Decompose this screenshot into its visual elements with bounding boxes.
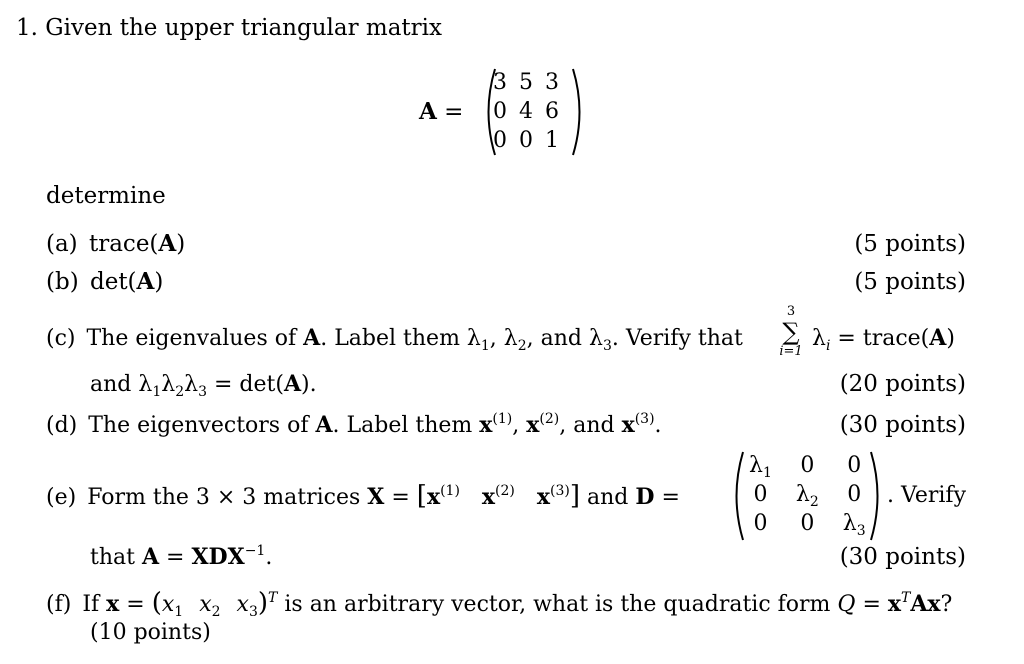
matrix-a-equals: = bbox=[444, 99, 464, 125]
part-e-text: and bbox=[580, 485, 636, 510]
lambda: λ bbox=[795, 482, 810, 507]
paren-right: ) bbox=[257, 588, 269, 618]
part-e-text: = bbox=[654, 485, 680, 510]
part-e-text: . bbox=[265, 545, 273, 570]
part-c-sub: 3 bbox=[198, 384, 207, 400]
part-d-text: The eigenvectors of bbox=[88, 413, 316, 438]
part-c-bold: A bbox=[303, 325, 321, 351]
part-c-text: = trace( bbox=[830, 326, 930, 351]
vector-sup: (1) bbox=[440, 483, 460, 499]
part-d-text: . bbox=[654, 413, 662, 438]
inverse-sup: −1 bbox=[244, 543, 266, 559]
part-f-text: = bbox=[119, 592, 152, 617]
part-e-line2 bbox=[90, 543, 272, 572]
part-d-text: , bbox=[512, 413, 527, 438]
vector-x: x bbox=[481, 484, 496, 510]
lambda: λ bbox=[842, 511, 857, 536]
vector-sup: (2) bbox=[495, 483, 515, 499]
part-f bbox=[46, 589, 952, 619]
matrix-a-cell: 1 bbox=[545, 128, 559, 153]
problem-intro bbox=[16, 14, 442, 42]
part-e-line1 bbox=[46, 482, 680, 512]
part-c-sub: 1 bbox=[152, 384, 162, 400]
lambda: λ bbox=[812, 326, 826, 351]
transpose-sup: T bbox=[268, 590, 278, 606]
part-a-close: ) bbox=[176, 231, 186, 257]
vector-x: x bbox=[536, 484, 551, 510]
q-symbol: Q bbox=[837, 592, 856, 617]
matrix-a-cell: 5 bbox=[519, 70, 533, 95]
matrix-a-right-paren bbox=[570, 66, 588, 158]
part-e-text: = bbox=[159, 545, 192, 570]
part-e-label: (e) bbox=[46, 485, 77, 510]
matrix-a-row bbox=[487, 97, 565, 126]
vector-x: x bbox=[621, 412, 635, 438]
part-e-points: (30 points) bbox=[839, 544, 966, 570]
part-c-bold: A bbox=[929, 325, 947, 351]
part-f-text: is an arbitrary vector, what is the quadratic form bbox=[277, 592, 838, 617]
part-b-label: (b) bbox=[46, 269, 79, 295]
part-c-text: . Verify that bbox=[611, 326, 743, 351]
part-b-points: (5 points) bbox=[854, 269, 966, 295]
matrix-a-cell: 3 bbox=[493, 70, 507, 95]
matrix-d-row bbox=[737, 509, 878, 538]
part-d-text: , and bbox=[559, 413, 622, 438]
part-f-text: ? bbox=[940, 592, 953, 617]
part-a bbox=[46, 230, 185, 258]
matrix-a-cell: 0 bbox=[493, 99, 507, 124]
matrix-a-row bbox=[487, 126, 565, 155]
lambda-sub: 2 bbox=[809, 494, 819, 510]
matrix-d-row bbox=[737, 480, 878, 509]
part-c-text: , λ bbox=[489, 326, 518, 351]
component: x bbox=[236, 592, 249, 617]
sum-lower: i=1 bbox=[779, 344, 803, 359]
matrix-a-symbol: A bbox=[141, 544, 160, 570]
matrix-x-symbol: X bbox=[367, 484, 385, 510]
matrix-d-symbol: D bbox=[635, 484, 655, 510]
vector-x: x bbox=[426, 484, 441, 510]
part-a-text: trace( bbox=[88, 231, 159, 257]
part-e-text: that bbox=[90, 545, 142, 570]
problem-intro-text: Given the upper triangular matrix bbox=[45, 15, 442, 41]
part-c-sub: 1 bbox=[480, 338, 490, 354]
part-b-text: det( bbox=[89, 269, 137, 295]
part-f-points: (10 points) bbox=[90, 620, 211, 645]
lambda-sub: 3 bbox=[856, 523, 866, 539]
part-c-text: and λ bbox=[90, 372, 153, 397]
determine-text: determine bbox=[46, 183, 166, 209]
part-c-bold: A bbox=[283, 371, 302, 397]
part-c-sub: 2 bbox=[517, 338, 527, 354]
lambda-sub: 1 bbox=[762, 465, 772, 481]
summation bbox=[776, 305, 806, 359]
component-sub: 2 bbox=[211, 604, 221, 620]
transpose-sup: T bbox=[901, 590, 911, 606]
matrix-d-row bbox=[737, 451, 878, 480]
vector-sup: (2) bbox=[539, 411, 560, 427]
matrix-a-cell: 3 bbox=[545, 70, 559, 95]
component-sub: 3 bbox=[248, 604, 258, 620]
xdx-symbol: XDX bbox=[191, 544, 245, 570]
vector-sup: (3) bbox=[634, 411, 655, 427]
vector-sup: (1) bbox=[492, 411, 513, 427]
part-e-verify: . Verify bbox=[887, 483, 966, 508]
paren-left: ( bbox=[151, 588, 162, 618]
part-b bbox=[46, 268, 163, 296]
part-d-text: . Label them bbox=[332, 413, 480, 438]
part-c-text: = det( bbox=[206, 372, 284, 397]
matrix-a-label bbox=[419, 98, 463, 126]
vector-x: x bbox=[887, 591, 901, 617]
part-a-label: (a) bbox=[46, 231, 78, 257]
part-c-eq bbox=[812, 324, 955, 353]
part-d-label: (d) bbox=[46, 413, 78, 438]
part-c-text: . Label them λ bbox=[320, 326, 481, 351]
part-f-text: If bbox=[82, 592, 107, 617]
part-f-label: (f) bbox=[46, 592, 72, 617]
part-c-text: λ bbox=[184, 372, 199, 397]
part-c-points: (20 points) bbox=[839, 371, 966, 397]
bracket-right: ] bbox=[569, 481, 581, 511]
component: x bbox=[161, 592, 175, 617]
part-b-close: ) bbox=[154, 269, 164, 295]
component-sub: 1 bbox=[174, 604, 184, 620]
part-a-points: (5 points) bbox=[854, 231, 966, 257]
part-e-text: = bbox=[384, 485, 417, 510]
part-a-bold: A bbox=[158, 230, 177, 257]
part-e-text: Form the 3 × 3 matrices bbox=[87, 485, 368, 510]
part-c-text: ) bbox=[946, 326, 955, 351]
bracket-left: [ bbox=[416, 481, 427, 511]
matrix-d-cell bbox=[737, 451, 784, 480]
part-c-line2 bbox=[90, 370, 317, 399]
problem-number: 1. bbox=[16, 15, 38, 41]
ax-symbol: Ax bbox=[910, 591, 941, 617]
lambda-sub: i bbox=[825, 338, 831, 354]
matrix-d bbox=[737, 451, 878, 538]
matrix-d-cell: 0 bbox=[753, 482, 768, 507]
matrix-d-cell bbox=[784, 480, 831, 509]
part-c-label: (c) bbox=[46, 326, 76, 351]
sum-upper: 3 bbox=[786, 304, 796, 319]
matrix-d-cell: 0 bbox=[800, 511, 815, 536]
matrix-a-cell: 4 bbox=[519, 99, 533, 124]
matrix-a-cell: 0 bbox=[519, 128, 533, 153]
component: x bbox=[199, 592, 212, 617]
matrix-d-cell: 0 bbox=[800, 453, 815, 478]
part-f-text: = bbox=[855, 592, 888, 617]
lambda: λ bbox=[749, 453, 763, 478]
vector-x: x bbox=[479, 412, 493, 438]
matrix-d-right-paren bbox=[868, 449, 886, 543]
matrix-d-cell: 0 bbox=[847, 482, 862, 507]
matrix-a bbox=[487, 68, 565, 155]
part-d-points: (30 points) bbox=[839, 412, 966, 438]
part-b-bold: A bbox=[136, 268, 155, 295]
part-c-sub: 3 bbox=[602, 338, 612, 354]
sum-symbol: ∑ bbox=[782, 318, 800, 346]
part-c-text: ). bbox=[301, 372, 317, 397]
matrix-d-cell: 0 bbox=[753, 511, 768, 536]
part-c-sub: 2 bbox=[175, 384, 185, 400]
part-d bbox=[46, 411, 662, 440]
part-c-text: λ bbox=[161, 372, 176, 397]
part-c-text: The eigenvalues of bbox=[86, 326, 304, 351]
vector-x: x bbox=[526, 412, 540, 438]
vector-x: x bbox=[106, 591, 120, 617]
part-c-text: , and λ bbox=[526, 326, 603, 351]
vector-sup: (3) bbox=[550, 483, 570, 499]
part-d-bold: A bbox=[315, 412, 333, 438]
matrix-a-cell: 6 bbox=[545, 99, 559, 124]
part-c-line1 bbox=[46, 324, 743, 353]
matrix-a-row bbox=[487, 68, 565, 97]
matrix-a-cell: 0 bbox=[493, 128, 507, 153]
matrix-d-cell: 0 bbox=[847, 453, 862, 478]
matrix-a-symbol: A bbox=[419, 98, 437, 125]
